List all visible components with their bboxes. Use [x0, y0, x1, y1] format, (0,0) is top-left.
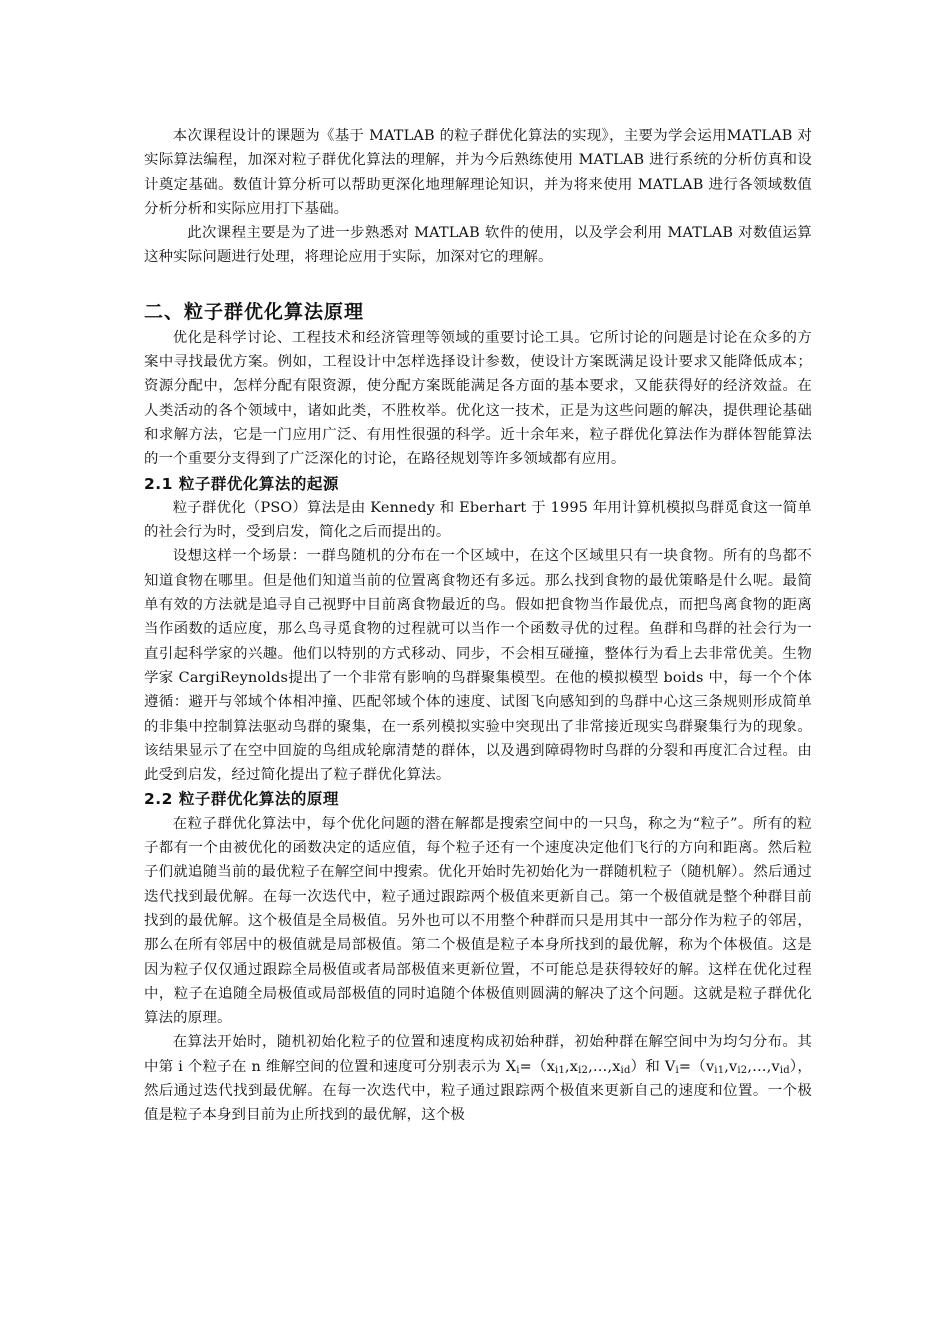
subscript: i	[516, 1064, 520, 1076]
subscript: i1	[555, 1064, 566, 1076]
text-run: =（v	[678, 1058, 715, 1075]
text-run: =（x	[519, 1058, 556, 1075]
section-2-1-paragraph-1: 粒子群优化（PSO）算法是由 Kennedy 和 Eberhart 于 1995 年用计算机模拟鸟群觅食这一简单的社会行为时，受到启发，简化之后而提出的。	[144, 499, 812, 541]
intro-paragraph-2: 此次课程主要是为了进一步熟悉对 MATLAB 软件的使用，以及学会利用 MATLAB 对数值运算这种实际问题进行处理，将理论应用于实际，加深对它的理解。	[144, 225, 812, 266]
text-run: ,…,v	[747, 1058, 780, 1075]
subscript: i1	[714, 1064, 725, 1076]
text-run: ,v	[724, 1058, 738, 1075]
subscript: i2	[578, 1064, 589, 1076]
section-2-1-paragraph-2: 设想这样一个场景：一群鸟随机的分布在一个区域中，在这个区域里只有一块食物。所有的鸟都不知道食物在哪里。但是他们知道当前的位置离食物还有多远。那么找到食物的最优策略是什么呢。最简单有效的方法就是追寻自己视野中目前离食物最近的鸟。假如把食物当作最优点，而把鸟离食物的距离当作函数的适应度，那么鸟寻觅食物的过程就可以当作一个函数寻优的过程。鱼群和鸟群的社会行为一直引起科学家的兴趣。他们以特别的方式移动、同步，不会相互碰撞，整体行为看上去非常优美。生物学家 CargiReynolds提出了一个非常有影响的鸟群聚集模型。在他的模拟模型 boids 中，每一个个体遵循：避开与邻域个体相冲撞、匹配邻域个体的速度、试图飞向感知到的鸟群中心这三条规则形成简单的非集中控制算法驱动鸟群的聚集，在一系列模拟实验中突现出了非常接近现实鸟群聚集行为的现象。该结果显示了在空中回旋的鸟组成轮廓清楚的群体，以及遇到障碍物时鸟群的分裂和再度汇合过程。由此受到启发，经过简化提出了粒子群优化算法。	[144, 548, 812, 784]
section-2-1-heading: 2.1 粒子群优化算法的起源	[144, 474, 339, 493]
text-run: ,x	[565, 1058, 579, 1075]
subscript: i2	[737, 1064, 748, 1076]
text-run: ），然后通过迭代找到最优解。在每一次迭代中，粒子通过跟踪两个极值来更新自己的速度和位置。一个极值是粒子本身到目前为止所找到的最优解，这个极	[144, 1058, 813, 1124]
section-2-heading: 二、粒子群优化算法原理	[144, 300, 365, 323]
section-2-2-paragraph-1: 在粒子群优化算法中，每个优化问题的潜在解都是搜索空间中的一只鸟，称之为“粒子”。所有的粒子都有一个由被优化的函数决定的适应值，每个粒子还有一个速度决定他们飞行的方向和距离。然后粒子们就追随当前的最优粒子在解空间中搜索。优化开始时先初始化为一群随机粒子（随机解）。然后通过迭代找到最优解。在每一次迭代中，粒子通过跟踪两个极值来更新自己。第一个极值就是整个种群目前找到的最优解。这个极值是全局极值。另外也可以不用整个种群而只是用其中一部分作为粒子的邻居，那么在所有邻居中的极值就是局部极值。第二个极值是粒子本身所找到的最优解，称为个体极值。这是因为粒子仅仅通过跟踪全局极值或者局部极值来更新位置，不可能总是获得较好的解。这样在优化过程中，粒子在追随全局极值或局部极值的同时追随个体极值则圆满的解决了这个问题。这就是粒子群优化算法的原理。	[144, 815, 812, 1027]
text-run: ）和 V	[630, 1058, 676, 1075]
text-run: ,…,x	[588, 1058, 621, 1075]
section-2-2-paragraph-2	[144, 1030, 812, 1127]
subscript: id	[620, 1064, 631, 1076]
subscript: i	[675, 1064, 679, 1076]
section-2-2-heading: 2.2 粒子群优化算法的原理	[144, 790, 339, 809]
intro-paragraph-1: 本次课程设计的课题为《基于 MATLAB 的粒子群优化算法的实现》，主要为学会运用MATLAB 对实际算法编程，加深对粒子群优化算法的理解，并为今后熟练使用 MATLAB 进行系统的分析仿真和设计奠定基础。数值计算分析可以帮助更深化地理解理论知识，并为将来使用 MATLAB 进行各领域数值分析分析和实际应用打下基础。	[144, 128, 812, 217]
section-2-paragraph-1: 优化是科学讨论、工程技术和经济管理等领域的重要讨论工具。它所讨论的问题是讨论在众多的方案中寻找最优方案。例如，工程设计中怎样选择设计参数，使设计方案既满足设计要求又能降低成本；资源分配中，怎样分配有限资源，使分配方案既能满足各方面的基本要求，又能获得好的经济效益。在人类活动的各个领域中，诸如此类，不胜枚举。优化这一技术，正是为这些问题的解决，提供理论基础和求解方法，它是一门应用广泛、有用性很强的科学。近十余年来，粒子群优化算法作为群体智能算法的一个重要分支得到了广泛深化的讨论，在路径规划等许多领域都有应用。	[144, 329, 812, 468]
subscript: id	[779, 1064, 790, 1076]
text-run: 在算法开始时，随机初始化粒子的位置和速度构成初始种群，初始种群在解空间中为均匀分布。其中第 i 个粒子在 n 维解空间的位置和速度可分别表示为 X	[144, 1034, 812, 1075]
